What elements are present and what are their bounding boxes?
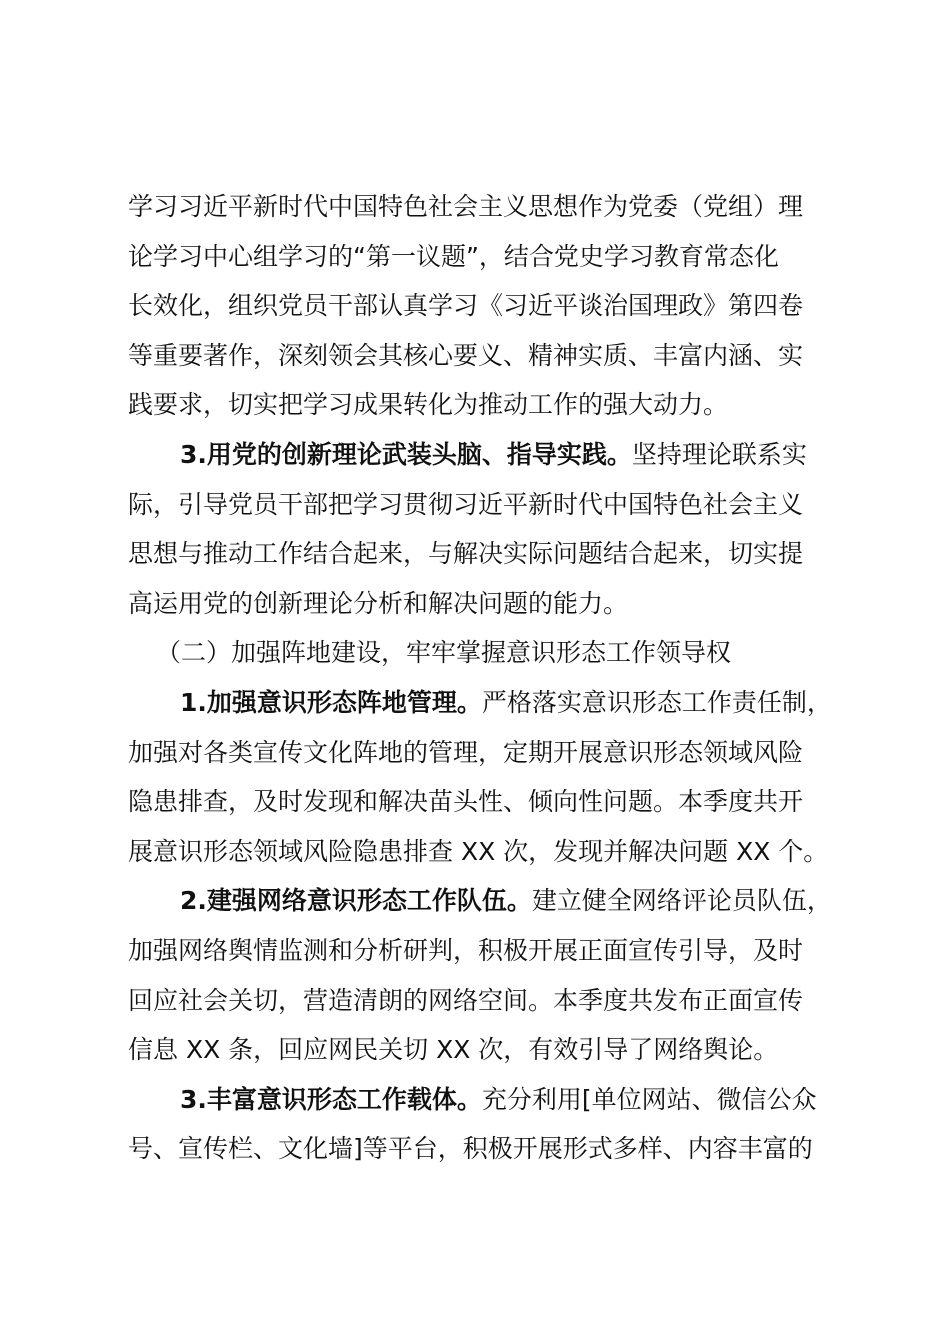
paragraph-text: 坚持理论联系实 [631,439,807,469]
text-line: 高运用党的创新理论分析和解决问题的能力。 [128,588,629,618]
text-line: 号、宣传栏、文化墙]等平台，积极开展形式多样、内容丰富的 [128,1134,813,1164]
paragraph-heading: 3.丰富意识形态工作载体。 [180,1084,482,1114]
section-heading-text: （二）加强阵地建设，牢牢掌握意识形态工作领导权 [156,638,732,668]
text-line [128,430,834,480]
paragraph-text: 严格落实意识形态工作责任制， [481,687,832,717]
text-line: 等重要著作，深刻领会其核心要义、精神实质、丰富内涵、实 [128,340,804,370]
text-line: 践要求，切实把学习成果转化为推动工作的强大动力。 [128,390,729,420]
paragraph-theory-study [128,182,834,430]
text-line [128,1075,834,1125]
text-line: 隐患排查，及时发现和解决苗头性、倾向性问题。本季度共开 [128,787,804,817]
document-body [128,182,834,1174]
paragraph-heading: 1.加强意识形态阵地管理。 [180,687,482,717]
paragraph-text: 建立健全网络评论员队伍， [531,886,832,916]
text-line: 加强网络舆情监测和分析研判，积极开展正面宣传引导，及时 [128,935,804,965]
paragraph-work-carriers [128,1075,834,1174]
text-line: 展意识形态领域风险隐患排查 XX 次，发现并解决问题 XX 个。 [128,836,829,866]
paragraph-text: 充分利用[单位网站、微信公众 [481,1084,817,1114]
paragraph-heading: 2.建强网络意识形态工作队伍。 [180,886,532,916]
text-line: 论学习中心组学习的“第一议题”，结合党史学习教育常态化 [128,241,779,271]
text-line: 加强对各类宣传文化阵地的管理，定期开展意识形态领域风险 [128,737,804,767]
paragraph-heading: 3.用党的创新理论武装头脑、指导实践。 [180,439,632,469]
paragraph-position-management [128,678,834,876]
text-line [128,876,834,926]
text-line: 学习习近平新时代中国特色社会主义思想作为党委（党组）理 [128,192,804,221]
section-heading [128,628,834,678]
text-line: 回应社会关切，营造清朗的网络空间。本季度共发布正面宣传 [128,985,804,1015]
text-line [128,678,834,728]
paragraph-network-team [128,876,834,1074]
text-line: 际，引导党员干部把学习贯彻习近平新时代中国特色社会主义 [128,489,804,519]
paragraph-arm-minds [128,430,834,628]
text-line: 信息 XX 条，回应网民关切 XX 次，有效引导了网络舆论。 [128,1035,779,1065]
text-line: 思想与推动工作结合起来，与解决实际问题结合起来，切实提 [128,539,804,569]
text-line: 长效化，组织党员干部认真学习《习近平谈治国理政》第四卷 [128,291,804,321]
